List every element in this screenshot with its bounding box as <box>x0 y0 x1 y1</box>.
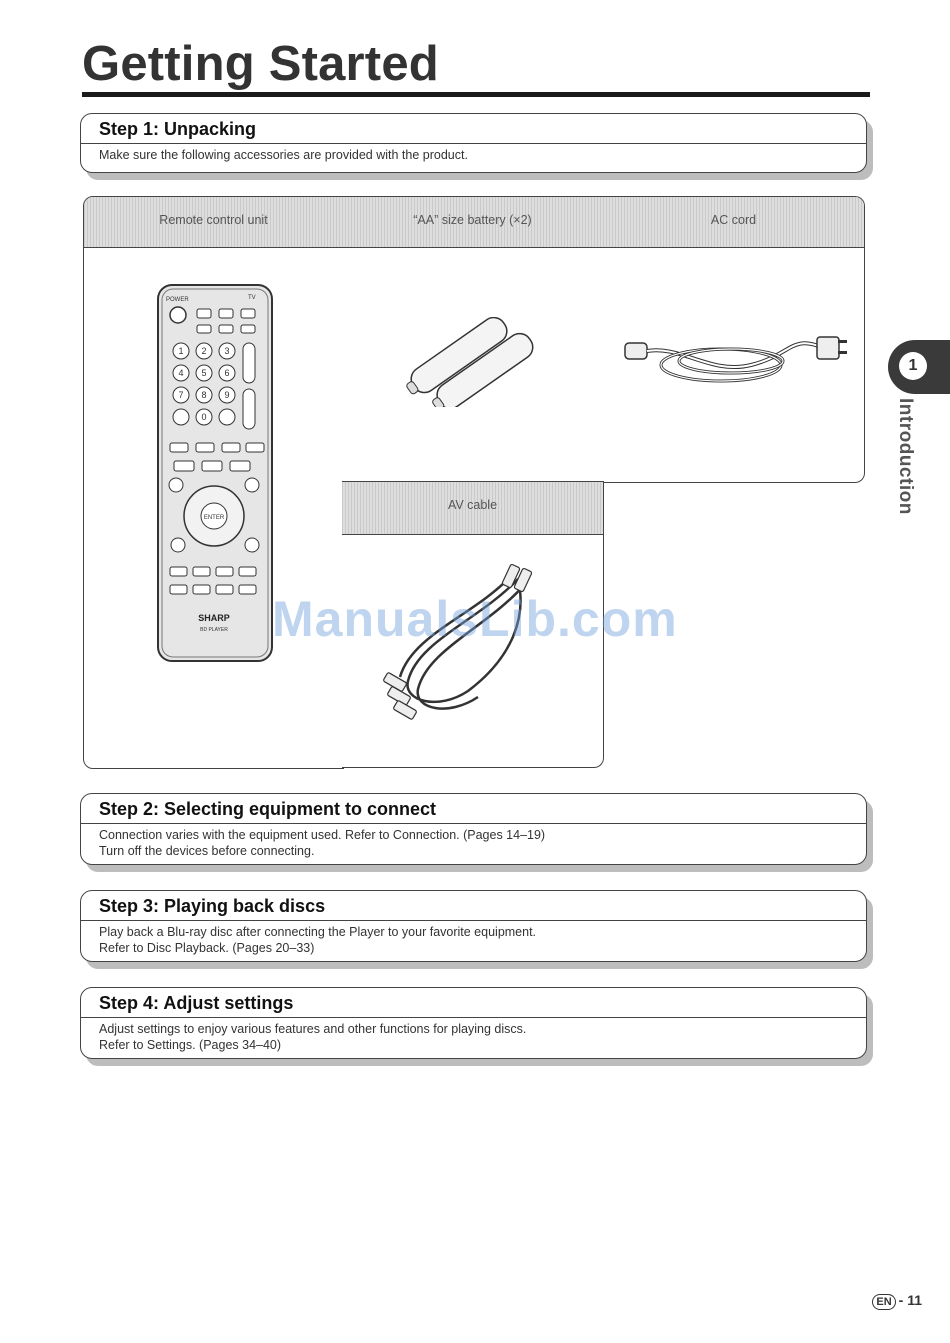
power-button[interactable] <box>170 307 186 323</box>
svg-text:7: 7 <box>178 390 184 400</box>
step-1-heading: Step 1: Unpacking <box>81 114 866 144</box>
step-2-text <box>81 824 866 859</box>
language-badge: EN <box>872 1294 895 1310</box>
step-1-line-1: Make sure the following accessories are provided with the product. <box>99 148 468 162</box>
battery-image <box>400 317 540 407</box>
step-2-line-1: Connection varies with the equipment used. Refer to Connection. (Pages 14–19) <box>99 828 546 842</box>
svg-text:8: 8 <box>201 390 207 400</box>
step-3-heading: Step 3: Playing back discs <box>81 891 866 921</box>
page-number <box>872 1292 922 1310</box>
remote-power-label: POWER <box>166 297 189 303</box>
step-2-line-2: Turn off the devices before connecting. <box>99 844 315 858</box>
step-4-box <box>80 987 867 1059</box>
svg-text:3: 3 <box>224 346 230 356</box>
remote-model: BD PLAYER <box>200 627 228 633</box>
svg-text:9: 9 <box>224 390 230 400</box>
remote-control-image <box>156 283 276 667</box>
remote-tv-label: TV <box>248 295 256 301</box>
svg-text:6: 6 <box>224 368 230 378</box>
step-4-heading: Step 4: Adjust settings <box>81 988 866 1018</box>
step-1-box <box>80 113 867 173</box>
chapter-number: 1 <box>899 352 927 380</box>
step-3-text <box>81 921 866 956</box>
step-1-text <box>81 144 866 163</box>
step-2-heading: Step 2: Selecting equipment to connect <box>81 794 866 824</box>
enter-label: ENTER <box>203 515 225 521</box>
ac-cord-cell-header: AC cord <box>603 197 864 248</box>
svg-text:0: 0 <box>201 412 207 422</box>
svg-text:1: 1 <box>178 346 184 356</box>
remote-brand: SHARP <box>198 613 230 623</box>
step-3-line-1: Play back a Blu-ray disc after connecting the Player to your favorite equipment. <box>99 925 537 939</box>
page-title: Getting Started <box>82 37 439 91</box>
step-3-box <box>80 890 867 962</box>
step-4-line-2: Refer to Settings. (Pages 34–40) <box>99 1038 282 1052</box>
step-3-line-2: Refer to Disc Playback. (Pages 20–33) <box>99 941 315 955</box>
svg-text:5: 5 <box>201 368 207 378</box>
svg-text:2: 2 <box>201 346 207 356</box>
step-4-line-1: Adjust settings to enjoy various features and other functions for playing discs. <box>99 1022 527 1036</box>
battery-cell-header: “AA” size battery (×2) <box>342 197 603 248</box>
remote-cell <box>83 196 344 769</box>
page-number-value: - 11 <box>898 1292 922 1308</box>
step-2-box <box>80 793 867 865</box>
ac-cord-cell <box>603 196 865 483</box>
battery-cell <box>342 196 604 483</box>
step-4-text <box>81 1018 866 1053</box>
remote-cell-header: Remote control unit <box>84 197 343 248</box>
av-cable-cell-header: AV cable <box>342 481 603 535</box>
ac-cord-image <box>621 325 851 395</box>
title-underline <box>82 92 870 97</box>
chapter-label: Introduction <box>895 398 916 515</box>
watermark: ManualsLib.com <box>272 591 678 647</box>
svg-text:4: 4 <box>178 368 184 378</box>
